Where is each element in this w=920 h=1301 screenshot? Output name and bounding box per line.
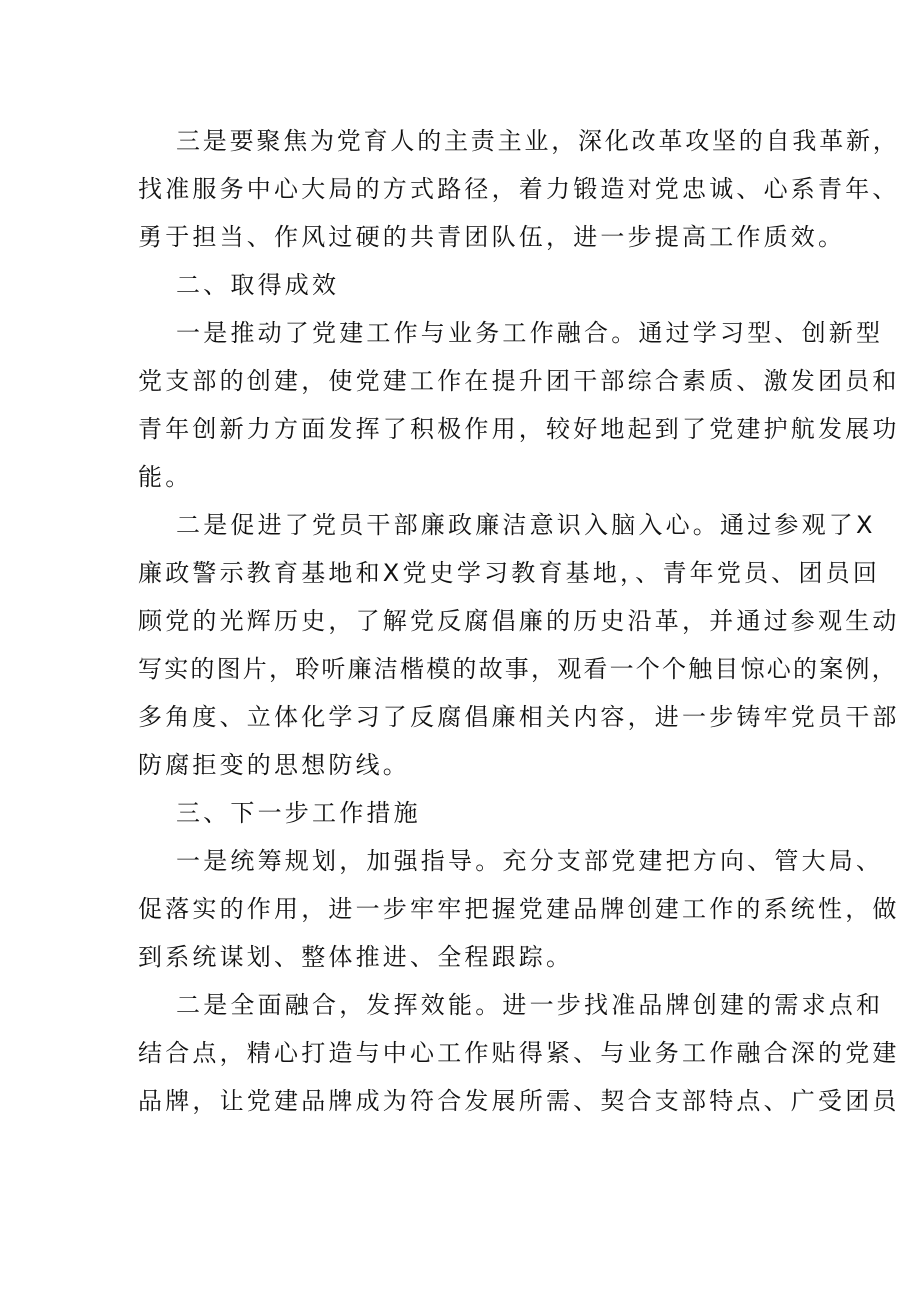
paragraph-line: 青年创新力方面发挥了积极作用，较好地起到了党建护航发展功: [138, 415, 900, 443]
paragraph-line: 顾党的光辉历史，了解党反腐倡廉的历史沿革，并通过参观生动: [138, 607, 900, 635]
section-heading: 二、取得成效: [176, 271, 340, 299]
paragraph-line: 能。: [138, 463, 193, 491]
paragraph-line: 三是要聚焦为党育人的主责主业，深化改革攻坚的自我革新，: [176, 127, 900, 155]
paragraph-line: 党支部的创建，使党建工作在提升团干部综合素质、激发团员和: [138, 367, 900, 395]
paragraph-line: 勇于担当、作风过硬的共青团队伍，进一步提高工作质效。: [138, 223, 846, 251]
paragraph-line: 一是推动了党建工作与业务工作融合。通过学习型、创新型: [176, 319, 884, 347]
paragraph-line: 廉政警示教育基地和X党史学习教育基地，、青年党员、团员回: [138, 559, 881, 587]
paragraph-line: 二是全面融合，发挥效能。进一步找准品牌创建的需求点和: [176, 991, 884, 1019]
paragraph-line: 写实的图片，聆听廉洁楷模的故事，观看一个个触目惊心的案例，: [138, 655, 898, 683]
paragraph-line: 防腐拒变的思想防线。: [138, 751, 410, 779]
paragraph-line: 找准服务中心大局的方式路径，着力锻造对党忠诚、心系青年、: [138, 175, 900, 203]
paragraph-line: 到系统谋划、整体推进、全程跟踪。: [138, 943, 574, 971]
paragraph-line: 促落实的作用，进一步牢牢把握党建品牌创建工作的系统性，做: [138, 895, 900, 923]
paragraph-line: 结合点，精心打造与中心工作贴得紧、与业务工作融合深的党建: [138, 1039, 900, 1067]
paragraph-line: 品牌，让党建品牌成为符合发展所需、契合支部特点、广受团员: [138, 1087, 900, 1115]
section-heading: 三、下一步工作措施: [176, 799, 421, 827]
paragraph-line: 一是统筹规划，加强指导。充分支部党建把方向、管大局、: [176, 847, 884, 875]
paragraph-line: 二是促进了党员干部廉政廉洁意识入脑入心。通过参观了X: [176, 511, 876, 539]
paragraph-line: 多角度、立体化学习了反腐倡廉相关内容，进一步铸牢党员干部: [138, 703, 900, 731]
